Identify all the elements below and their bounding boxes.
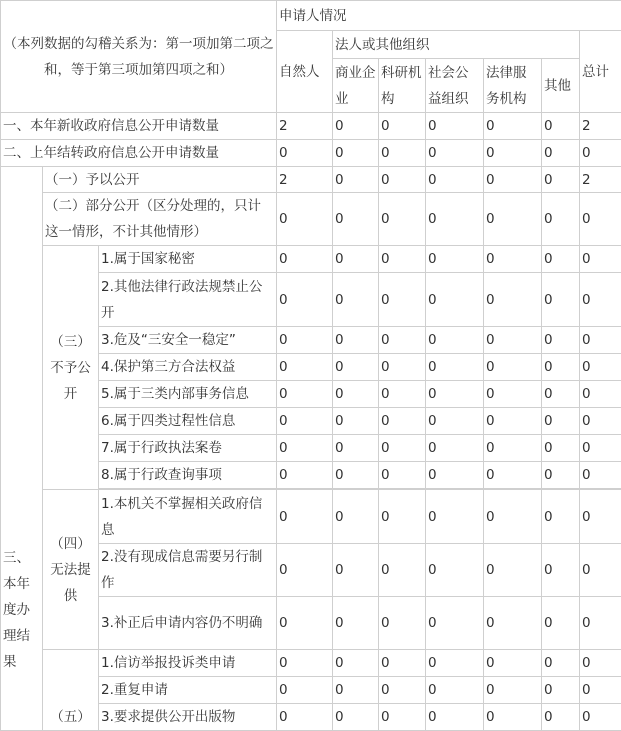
cell: 0 xyxy=(580,490,621,544)
header-research: 科研机构 xyxy=(379,59,426,113)
cell: 0 xyxy=(277,435,333,462)
cell: 0 xyxy=(426,167,484,193)
cell: 2 xyxy=(277,113,333,140)
cell: 0 xyxy=(379,704,426,731)
group-4-label: （四）无法提供 xyxy=(43,490,99,650)
group-3-label: （三）不予公开 xyxy=(43,246,99,490)
cell: 0 xyxy=(333,167,379,193)
group-5-label: （五） xyxy=(43,650,99,731)
cell: 0 xyxy=(542,381,580,408)
cell: 0 xyxy=(542,677,580,704)
cell: 0 xyxy=(333,408,379,435)
cell: 0 xyxy=(542,435,580,462)
cell: 0 xyxy=(426,408,484,435)
cell: 0 xyxy=(426,597,484,650)
cell: 0 xyxy=(426,273,484,327)
cell: 0 xyxy=(580,381,621,408)
cell: 0 xyxy=(379,462,426,489)
cell: 0 xyxy=(426,193,484,246)
cell: 0 xyxy=(484,490,542,544)
row-label: 一、本年新收政府信息公开申请数量 xyxy=(1,113,277,140)
cell: 0 xyxy=(426,381,484,408)
cell: 0 xyxy=(484,677,542,704)
cell: 0 xyxy=(484,327,542,354)
table-row xyxy=(1,113,621,140)
row-label: 2.重复申请 xyxy=(99,677,277,704)
cell: 0 xyxy=(333,273,379,327)
cell: 0 xyxy=(379,246,426,273)
cell: 0 xyxy=(379,650,426,677)
cell: 0 xyxy=(333,113,379,140)
cell: 0 xyxy=(379,193,426,246)
header-commercial: 商业企业 xyxy=(333,59,379,113)
cell: 0 xyxy=(426,435,484,462)
cell: 0 xyxy=(333,597,379,650)
header-legal-service: 法律服务机构 xyxy=(484,59,542,113)
cell: 0 xyxy=(484,544,542,597)
cell: 0 xyxy=(542,650,580,677)
cell: 0 xyxy=(542,544,580,597)
row-label: 8.属于行政查询事项 xyxy=(99,462,277,489)
cell: 0 xyxy=(333,381,379,408)
cell: 0 xyxy=(484,354,542,381)
cell: 0 xyxy=(580,273,621,327)
cell: 0 xyxy=(333,435,379,462)
row-label: 3.危及“三安全一稳定” xyxy=(99,327,277,354)
cell: 0 xyxy=(379,408,426,435)
table-row xyxy=(1,650,621,677)
cell: 0 xyxy=(333,327,379,354)
cell: 0 xyxy=(277,193,333,246)
cell: 0 xyxy=(277,490,333,544)
row-label: 1.信访举报投诉类申请 xyxy=(99,650,277,677)
cell: 0 xyxy=(484,435,542,462)
cell: 0 xyxy=(426,677,484,704)
cell: 0 xyxy=(580,140,621,167)
cell: 0 xyxy=(580,193,621,246)
cell: 0 xyxy=(484,597,542,650)
cell: 0 xyxy=(426,490,484,544)
cell: 0 xyxy=(484,381,542,408)
cell: 0 xyxy=(580,544,621,597)
cell: 0 xyxy=(580,354,621,381)
cell: 0 xyxy=(542,490,580,544)
cell: 0 xyxy=(277,677,333,704)
cell: 0 xyxy=(426,544,484,597)
cell: 0 xyxy=(333,246,379,273)
table-row xyxy=(1,167,621,193)
cell: 0 xyxy=(379,544,426,597)
cell: 0 xyxy=(333,354,379,381)
cell: 0 xyxy=(277,462,333,489)
cell: 0 xyxy=(333,140,379,167)
cell: 0 xyxy=(277,246,333,273)
cell: 0 xyxy=(277,140,333,167)
cell: 0 xyxy=(580,246,621,273)
row-label: 1.本机关不掌握相关政府信息 xyxy=(99,490,277,544)
cell: 0 xyxy=(379,113,426,140)
cell: 0 xyxy=(277,544,333,597)
cell: 0 xyxy=(542,273,580,327)
cell: 0 xyxy=(277,408,333,435)
cell: 0 xyxy=(426,113,484,140)
table-row xyxy=(1,193,621,246)
cell: 0 xyxy=(379,140,426,167)
cell: 0 xyxy=(484,408,542,435)
cell: 0 xyxy=(484,193,542,246)
cell: 0 xyxy=(542,354,580,381)
row-label: 5.属于三类内部事务信息 xyxy=(99,381,277,408)
row-label: 7.属于行政执法案卷 xyxy=(99,435,277,462)
header-natural-person: 自然人 xyxy=(277,31,333,113)
cell: 0 xyxy=(426,354,484,381)
cell: 0 xyxy=(426,327,484,354)
cell: 0 xyxy=(333,650,379,677)
cell: 0 xyxy=(484,140,542,167)
header-other: 其他 xyxy=(542,59,580,113)
cell: 0 xyxy=(426,140,484,167)
cell: 0 xyxy=(379,354,426,381)
cell: 0 xyxy=(484,462,542,489)
cell: 0 xyxy=(426,650,484,677)
cell: 0 xyxy=(542,597,580,650)
table-row xyxy=(1,140,621,167)
row-label: （二）部分公开（区分处理的，只计这一情形，不计其他情形） xyxy=(43,193,277,246)
cell: 0 xyxy=(580,408,621,435)
cell: 0 xyxy=(580,704,621,731)
cell: 0 xyxy=(333,704,379,731)
cell: 0 xyxy=(484,113,542,140)
cell: 0 xyxy=(542,113,580,140)
row-label: 2.没有现成信息需要另行制作 xyxy=(99,544,277,597)
cell: 0 xyxy=(542,327,580,354)
row-label: 3.补正后申请内容仍不明确 xyxy=(99,597,277,650)
cell: 0 xyxy=(277,597,333,650)
cell: 0 xyxy=(542,704,580,731)
cell: 2 xyxy=(277,167,333,193)
table-row xyxy=(1,490,621,544)
cell: 0 xyxy=(542,408,580,435)
cell: 0 xyxy=(379,490,426,544)
table-row xyxy=(1,246,621,273)
cell: 0 xyxy=(542,246,580,273)
header-note: （本列数据的勾稽关系为：第一项加第二项之和，等于第三项加第四项之和） xyxy=(1,1,277,113)
cell: 0 xyxy=(379,327,426,354)
cell: 0 xyxy=(277,327,333,354)
cell: 0 xyxy=(333,677,379,704)
cell: 0 xyxy=(379,381,426,408)
cell: 0 xyxy=(542,462,580,489)
cell: 0 xyxy=(333,544,379,597)
cell: 0 xyxy=(580,462,621,489)
cell: 0 xyxy=(277,354,333,381)
cell: 0 xyxy=(542,167,580,193)
cell: 0 xyxy=(484,650,542,677)
cell: 0 xyxy=(333,490,379,544)
cell: 2 xyxy=(580,113,621,140)
cell: 0 xyxy=(580,677,621,704)
cell: 0 xyxy=(580,435,621,462)
cell: 0 xyxy=(426,462,484,489)
cell: 0 xyxy=(277,704,333,731)
row-label: （一）予以公开 xyxy=(43,167,277,193)
cell: 0 xyxy=(379,167,426,193)
cell: 0 xyxy=(426,704,484,731)
cell: 0 xyxy=(277,273,333,327)
cell: 0 xyxy=(379,597,426,650)
cell: 0 xyxy=(333,462,379,489)
cell: 0 xyxy=(542,193,580,246)
cell: 0 xyxy=(580,327,621,354)
cell: 0 xyxy=(333,193,379,246)
cell: 0 xyxy=(580,650,621,677)
row-label: 二、上年结转政府信息公开申请数量 xyxy=(1,140,277,167)
cell: 0 xyxy=(542,140,580,167)
cell: 0 xyxy=(484,273,542,327)
cell: 0 xyxy=(379,273,426,327)
cell: 0 xyxy=(277,381,333,408)
cell: 0 xyxy=(379,435,426,462)
header-total: 总计 xyxy=(580,31,621,113)
row-label: 3.要求提供公开出版物 xyxy=(99,704,277,731)
row-label: 4.保护第三方合法权益 xyxy=(99,354,277,381)
cell: 0 xyxy=(580,597,621,650)
row-label: 6.属于四类过程性信息 xyxy=(99,408,277,435)
cell: 0 xyxy=(426,246,484,273)
section-3-label: 三、本年度办理结果 xyxy=(1,167,43,731)
row-label: 1.属于国家秘密 xyxy=(99,246,277,273)
cell: 2 xyxy=(580,167,621,193)
header-applicant: 申请人情况 xyxy=(277,1,621,31)
header-social: 社会公益组织 xyxy=(426,59,484,113)
cell: 0 xyxy=(484,167,542,193)
row-label: 2.其他法律行政法规禁止公开 xyxy=(99,273,277,327)
cell: 0 xyxy=(277,650,333,677)
cell: 0 xyxy=(379,677,426,704)
cell: 0 xyxy=(484,246,542,273)
cell: 0 xyxy=(484,704,542,731)
header-legal-org: 法人或其他组织 xyxy=(333,31,580,59)
